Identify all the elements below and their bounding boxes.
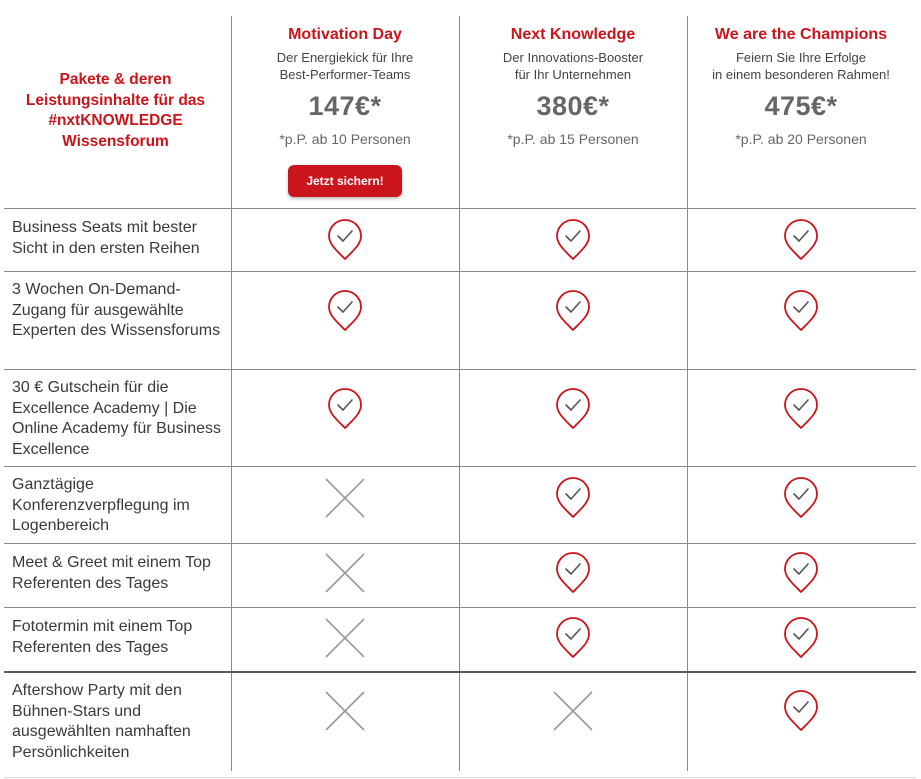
feature-cell: [459, 272, 687, 350]
check-pin-icon: [783, 690, 819, 732]
package-title: We are the Champions: [714, 26, 888, 43]
feature-cell: [687, 370, 915, 448]
feature-cell: [231, 673, 459, 749]
package-we-are-the-champions: [687, 16, 915, 208]
feature-label: Aftershow Party mit den Bühnen-Stars und ausgewählten namhaften Persönlichkeiten: [12, 682, 191, 761]
feature-cell: [459, 467, 687, 529]
check-pin-icon: [555, 477, 591, 519]
check-pin-icon: [783, 552, 819, 594]
cross-icon: [324, 617, 366, 659]
feature-label: Ganztägige Konferenzverpflegung im Logenbereich: [12, 476, 190, 534]
table-row: [0, 608, 921, 671]
feature-cell: [231, 370, 459, 448]
table-row: [0, 272, 921, 369]
feature-label: 30 € Gutschein für die Excellence Academy | Die Online Academy für Business Excellence: [12, 379, 221, 458]
cross-icon: [324, 477, 366, 519]
cross-icon: [324, 552, 366, 594]
feature-cell: [687, 272, 915, 350]
feature-cell: [231, 608, 459, 668]
feature-cell: [687, 673, 915, 749]
check-pin-icon: [783, 617, 819, 659]
check-pin-icon: [783, 219, 819, 261]
check-pin-icon: [783, 388, 819, 430]
package-next-knowledge: [459, 16, 687, 208]
feature-cell: [459, 673, 687, 749]
table-row: [0, 209, 921, 271]
package-subtitle: Der Innovations-Booster für Ihr Unternehmen: [502, 50, 644, 82]
row-divider: [4, 777, 916, 778]
table-row: [0, 544, 921, 607]
feature-cell: [231, 272, 459, 350]
feature-cell: [687, 209, 915, 271]
feature-cell: [687, 608, 915, 668]
feature-cell: [459, 370, 687, 448]
table-row: [0, 467, 921, 543]
feature-cell: [459, 608, 687, 668]
check-pin-icon: [555, 290, 591, 332]
table-row: [0, 673, 921, 773]
package-price: 475€*: [764, 91, 838, 121]
package-title: Motivation Day: [288, 26, 402, 43]
package-note: *p.P. ab 20 Personen: [735, 131, 867, 147]
cross-icon: [324, 690, 366, 732]
table-header-label: Pakete & deren Leistungsinhalte für das #nxtKNOWLEDGE Wissensforum: [25, 71, 206, 150]
package-title: Next Knowledge: [510, 26, 636, 43]
package-note: *p.P. ab 10 Personen: [279, 131, 411, 147]
check-pin-icon: [327, 388, 363, 430]
feature-label: Fototermin mit einem Top Referenten des Tages: [12, 618, 193, 656]
feature-cell: [459, 544, 687, 602]
feature-label: 3 Wochen On-Demand-Zugang für ausgewählte Experten des Wissensforums: [12, 281, 221, 339]
check-pin-icon: [555, 388, 591, 430]
package-subtitle: Der Energiekick für Ihre Best-Performer-Teams: [276, 50, 414, 82]
check-pin-icon: [783, 477, 819, 519]
check-pin-icon: [555, 552, 591, 594]
table-row: [0, 370, 921, 466]
package-subtitle: Feiern Sie Ihre Erfolge in einem besonderen Rahmen!: [712, 50, 890, 82]
check-pin-icon: [555, 617, 591, 659]
feature-cell: [231, 209, 459, 271]
package-motivation-day: [231, 16, 459, 208]
cross-icon: [552, 690, 594, 732]
package-price: 147€*: [308, 91, 382, 121]
feature-label: Business Seats mit bester Sicht in den ersten Reihen: [12, 219, 200, 257]
feature-cell: [687, 467, 915, 529]
feature-cell: [687, 544, 915, 602]
feature-cell: [231, 467, 459, 529]
check-pin-icon: [555, 219, 591, 261]
package-note: *p.P. ab 15 Personen: [507, 131, 639, 147]
jetzt-sichern-button[interactable]: Jetzt sichern!: [288, 165, 401, 197]
check-pin-icon: [783, 290, 819, 332]
check-pin-icon: [327, 290, 363, 332]
feature-cell: [459, 209, 687, 271]
feature-label: Meet & Greet mit einem Top Referenten des Tages: [12, 554, 211, 592]
feature-cell: [231, 544, 459, 602]
check-pin-icon: [327, 219, 363, 261]
package-price: 380€*: [536, 91, 610, 121]
